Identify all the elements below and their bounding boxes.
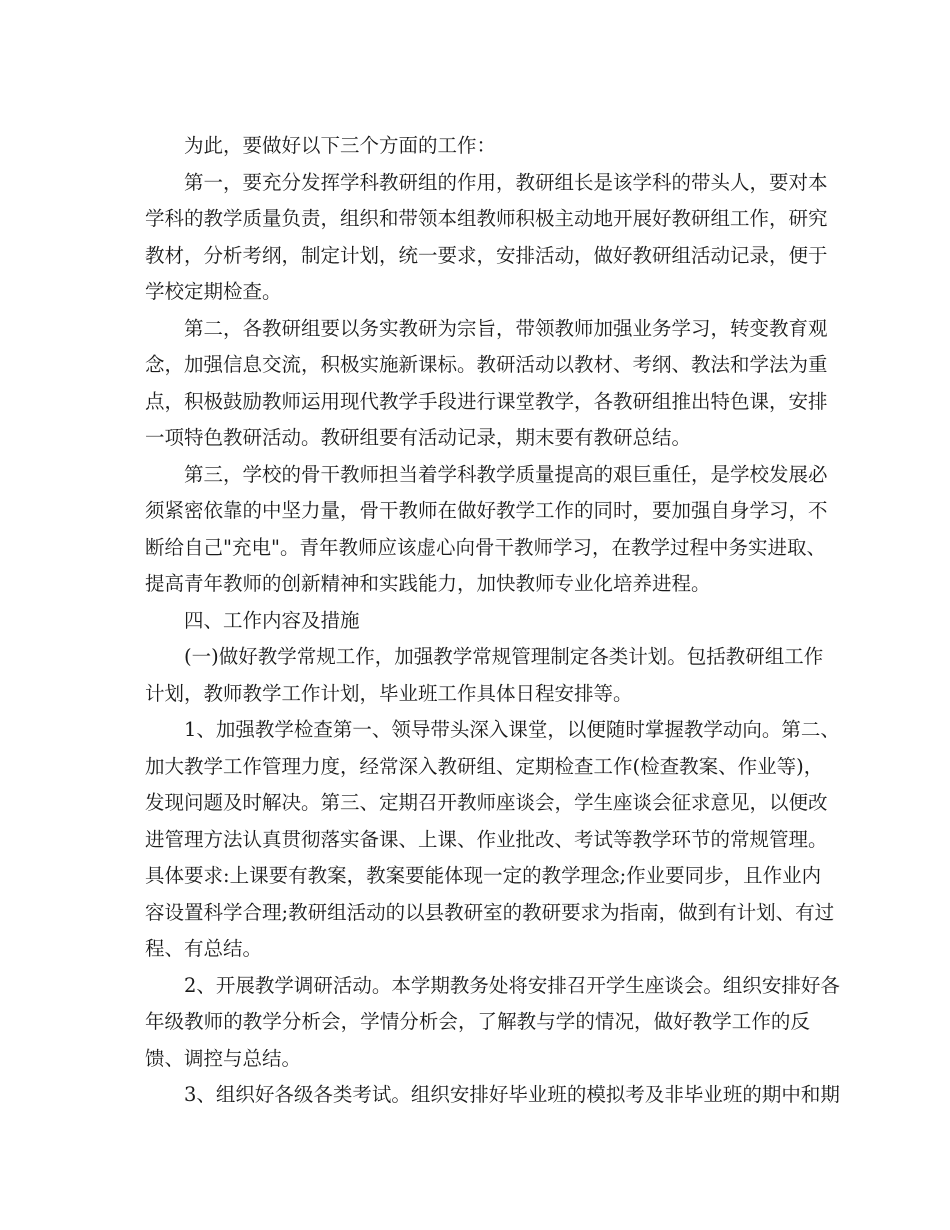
text-line: 为此，要做好以下三个方面的工作： (184, 134, 497, 157)
text-line: 一项特色教研活动。教研组要有活动记录，期末要有教研总结。 (145, 426, 692, 449)
paragraph-third-point (145, 457, 828, 603)
text-line: 教材，分析考纲，制定计划，统一要求，安排活动，做好教研组活动记录，便于 (145, 243, 828, 267)
text-line: 念，加强信息交流，积极实施新课标。教研活动以教材、考纲、教法和学法为重 (145, 353, 828, 376)
text-line: 加大教学工作管理力度，经常深入教研组、定期检查工作(检查教案、作业等)， (145, 754, 824, 778)
text-line: 点，积极鼓励教师运用现代教学手段进行课堂教学，各教研组推出特色课，安排 (145, 389, 828, 413)
text-line: 程、有总结。 (145, 937, 263, 960)
paragraph-second-point (145, 311, 828, 457)
paragraph-item-3 (145, 1077, 840, 1114)
heading-line: 四、工作内容及措施 (184, 608, 360, 632)
paragraph-first-point (145, 165, 828, 311)
document-body (145, 128, 840, 1114)
text-line: 第二，各教研组要以务实教研为宗旨，带领教师加强业务学习，转变教育观 (184, 316, 828, 340)
text-line: 馈、调控与总结。 (145, 1046, 302, 1070)
paragraph-item-1 (145, 712, 840, 968)
text-line: 学科的教学质量负责，组织和带领本组教师积极主动地开展好教研组工作，研究 (145, 207, 828, 230)
text-line: 断给自己"充电"。青年教师应该虚心向骨干教师学习，在教学过程中务实进取、 (145, 535, 826, 559)
text-line: 须紧密依靠的中坚力量，骨干教师在做好教学工作的同时，要加强自身学习，不 (145, 499, 828, 522)
text-line: 发现问题及时解决。第三、定期召开教师座谈会，学生座谈会征求意见，以便改 (145, 791, 828, 814)
paragraph-intro (145, 128, 810, 165)
section-heading (145, 603, 810, 640)
text-line: 学校定期检查。 (145, 280, 282, 303)
paragraph-item-2 (145, 968, 840, 1078)
text-line: 计划，教师教学工作计划，毕业班工作具体日程安排等。 (145, 681, 633, 705)
paragraph-routine-work (145, 639, 824, 712)
text-line: 第一，要充分发挥学科教研组的作用，教研组长是该学科的带头人，要对本 (184, 170, 828, 194)
text-line: 提高青年教师的创新精神和实践能力，加快教师专业化培养进程。 (145, 572, 711, 595)
text-line: 年级教师的教学分析会，学情分析会，了解教与学的情况，做好教学工作的反 (145, 1010, 810, 1033)
text-line: 第三，学校的骨干教师担当着学科教学质量提高的艰巨重任，是学校发展必 (184, 462, 828, 486)
text-line: 进管理方法认真贯彻落实备课、上课、作业批改、考试等教学环节的常规管理。 (145, 827, 828, 851)
text-line: 容设置科学合理;教研组活动的以县教研室的教研要求为指南，做到有计划、有过 (145, 900, 835, 924)
text-line: 3、组织好各级各类考试。组织安排好毕业班的模拟考及非毕业班的期中和期 (184, 1083, 840, 1106)
text-line: 1、加强教学检查第一、领导带头深入课堂，以便随时掌握教学动向。第二、 (184, 718, 840, 741)
text-line: 具体要求:上课要有教案，教案要能体现一定的教学理念;作业要同步，且作业内 (145, 864, 822, 887)
text-line: 2、开展教学调研活动。本学期教务处将安排召开学生座谈会。组织安排好各 (184, 973, 840, 997)
text-line: (一)做好教学常规工作，加强教学常规管理制定各类计划。包括教研组工作 (184, 645, 824, 668)
